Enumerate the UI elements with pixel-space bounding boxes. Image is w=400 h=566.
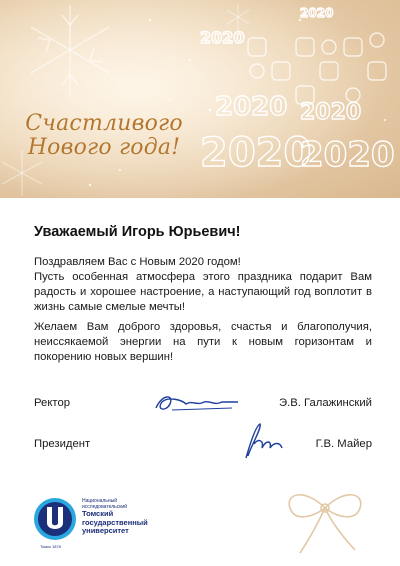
logo-line4: государственный [82, 517, 148, 527]
logo-line5: университет [82, 526, 129, 535]
logo-line3: Томский [82, 509, 114, 518]
university-name [82, 498, 172, 536]
university-logo-icon [32, 495, 78, 547]
year-text: 2020 [300, 100, 362, 125]
greeting-heading: Уважаемый Игорь Юрьевич! [34, 224, 241, 240]
year-text: 2020 [215, 92, 288, 122]
rector-signature [152, 390, 242, 416]
paragraph-congrats: Поздравляем Вас с Новым 2020 годом! [34, 256, 241, 268]
logo-line2: исследовательский [82, 504, 127, 510]
banner-title-line2: Нового года! [27, 135, 181, 160]
paragraph-wishes: Пусть особенная атмосфера этого праздника подарит Вам радость и хорошее настроение, а наступающий год воплотит в жизнь самые смелые мечты! [34, 271, 372, 314]
banner-title-line1: Счастливого [25, 111, 183, 136]
year-text: 2020 [300, 135, 395, 175]
year-text: 2020 [200, 28, 245, 47]
year-text: 2020 [300, 6, 334, 20]
year-text: 2020 [200, 130, 312, 176]
president-name: Г.В. Майер [315, 438, 372, 450]
ribbon-bow-icon [270, 468, 380, 558]
paragraph-health: Желаем Вам доброго здоровья, счастья и благополучия, неиссякаемой энергии на пути к новым горизонтам и покорению новых вершин! [34, 321, 372, 364]
rector-title: Ректор [34, 397, 71, 409]
logo-line1: Национальный [82, 498, 118, 504]
logo-tagline: Томск 1878 [40, 544, 61, 549]
president-title: Президент [34, 438, 91, 450]
new-year-banner [0, 0, 400, 198]
rector-name: Э.В. Галажинский [278, 397, 372, 409]
